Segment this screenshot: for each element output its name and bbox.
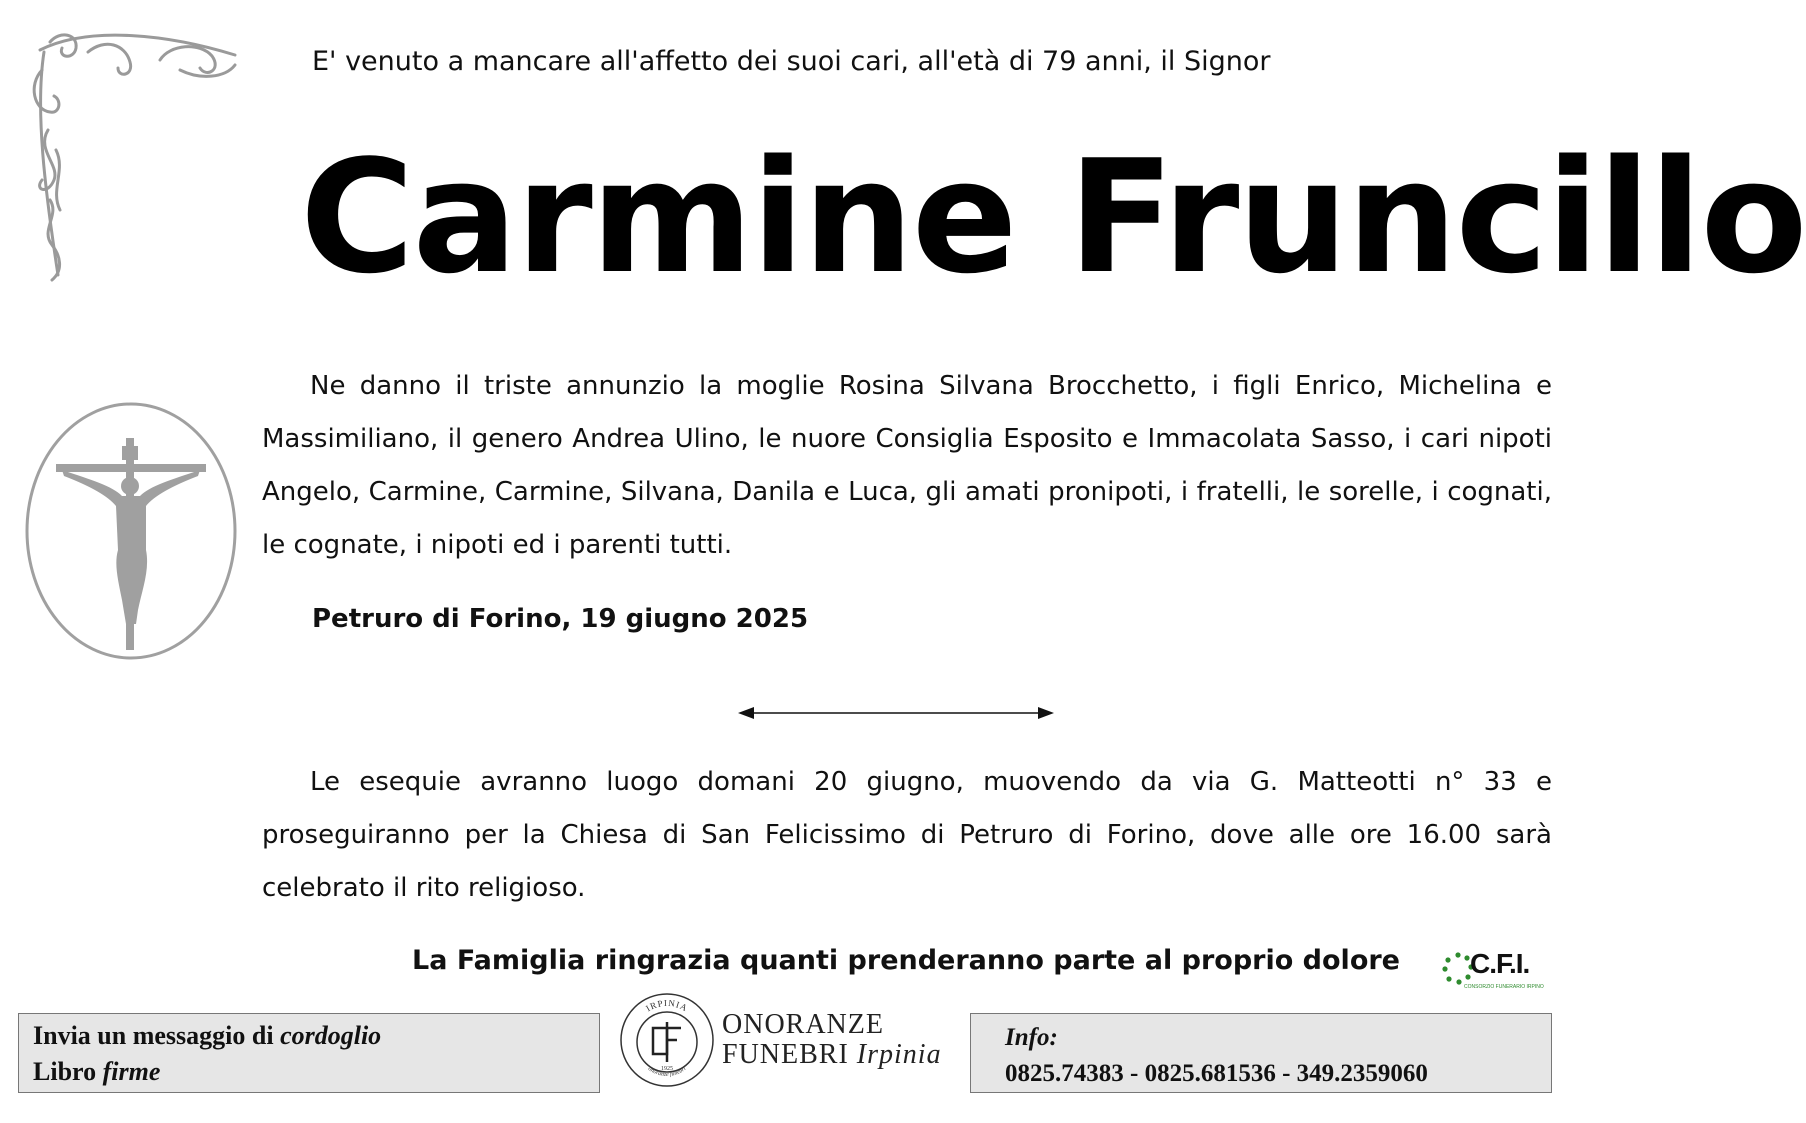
announcement-paragraph: Ne danno il triste annunzio la moglie Rosina Silvana Brocchetto, i figli Enrico, Michelina e Massimiliano, il genero Andrea Ulino, le nuore Consiglia Esposito e Immacolata Sasso, i cari nipoti Angelo, Carmine, Carmine, Silvana, Danila e Luca, gli amati pronipoti, i fratelli, le sorelle, i cognati, le cognate, i nipoti ed i parenti tutti.: [262, 371, 1552, 560]
family-thanks: La Famiglia ringrazia quanti prenderanno parte al proprio dolore: [412, 945, 1400, 976]
funeral-home-name: ONORANZE FUNEBRI Irpinia: [722, 1009, 942, 1070]
guestbook-link[interactable]: Libro firme: [33, 1057, 161, 1086]
condolence-box[interactable]: [18, 1013, 600, 1093]
condolence-link[interactable]: Invia un messaggio di cordoglio: [33, 1021, 382, 1050]
svg-text:1925: 1925: [661, 1066, 673, 1072]
funeral-home-seal: [617, 990, 717, 1090]
info-box: [970, 1013, 1552, 1093]
svg-text:IRPINIA: IRPINIA: [644, 997, 690, 1014]
crucifix-icon: [22, 400, 240, 664]
svg-text:onoranze funebri: onoranze funebri: [646, 1065, 688, 1079]
place-date: Petruro di Forino, 19 giugno 2025: [312, 604, 809, 634]
corner-ornament: [30, 30, 245, 285]
funeral-paragraph: Le esequie avranno luogo domani 20 giugno, muovendo da via G. Matteotti n° 33 e proseguiranno per la Chiesa di San Felicissimo di Petruro di Forino, dove alle ore 16.00 sarà celebrato il rito religioso.: [262, 767, 1552, 903]
phone-numbers[interactable]: 0825.74383 - 0825.681536 - 349.2359060: [1005, 1060, 1428, 1087]
deceased-name: Carmine Fruncillo: [300, 126, 1806, 308]
cfi-logo-text: C.F.I.: [1470, 948, 1530, 979]
double-arrow-divider: [736, 704, 1056, 722]
cfi-logo-subtext: CONSORZIO FUNERARIO IRPINO: [1464, 984, 1544, 990]
intro-text: E' venuto a mancare all'affetto dei suoi cari, all'età di 79 anni, il Signor: [312, 46, 1271, 77]
info-label: Info:: [1005, 1024, 1058, 1051]
cfi-logo: [1440, 948, 1544, 996]
